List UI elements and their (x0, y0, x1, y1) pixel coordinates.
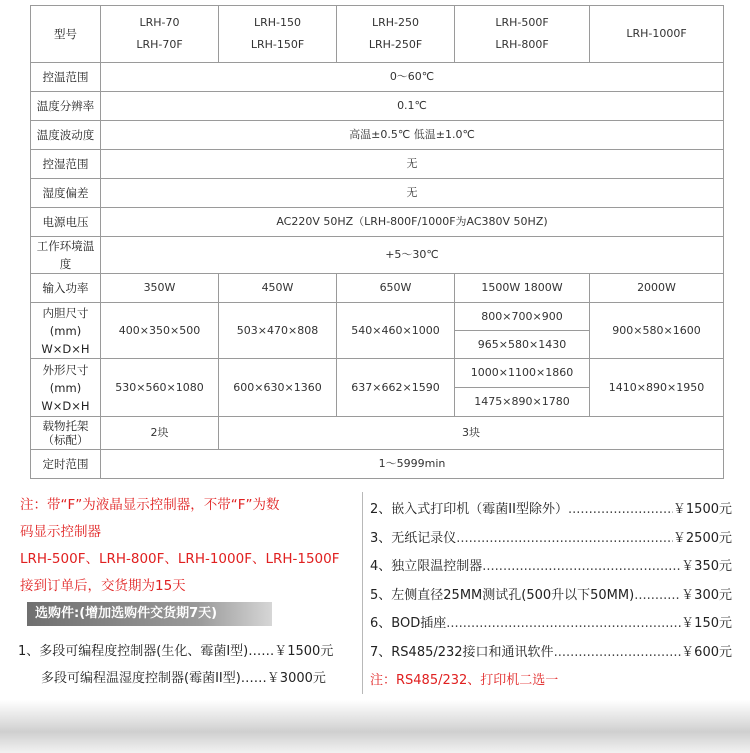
dims-cell: 540×460×1000 (337, 303, 455, 359)
options-left-list (18, 638, 358, 692)
model-header-label: 型号 (31, 6, 101, 63)
model-cell: LRH-250 LRH-250F (337, 6, 455, 63)
row-value: 0～60℃ (101, 63, 724, 92)
dims-cell: 965×580×1430 (455, 331, 590, 359)
dims-cell: 1410×890×1950 (590, 359, 724, 417)
dims-cell: 1475×890×1780 (455, 388, 590, 417)
option-item: 多段可编程温湿度控制器(霉菌II型)……￥3000元 (41, 671, 326, 686)
shelves-cell: 3块 (219, 417, 724, 450)
dims-cell: 637×662×1590 (337, 359, 455, 417)
option-item: 1、多段可编程度控制器(生化、霉菌I型)……￥1500元 (18, 644, 334, 659)
row-value: AC220V 50HZ（LRH-800F/1000F为AC380V 50HZ) (101, 208, 724, 237)
row-value: 高温±0.5℃ 低温±1.0℃ (101, 121, 724, 150)
row-label: 输入功率 (31, 274, 101, 303)
table-row (31, 237, 724, 274)
note-line: 接到订单后，交货期为15天 (20, 578, 186, 594)
spec-table (30, 5, 724, 479)
power-cell: 350W (101, 274, 219, 303)
power-cell: 450W (219, 274, 337, 303)
row-label: 定时范围 (31, 450, 101, 479)
row-value: 无 (101, 179, 724, 208)
power-cell: 650W (337, 274, 455, 303)
table-row (31, 417, 724, 450)
row-value: +5～30℃ (101, 237, 724, 274)
divider (362, 492, 363, 694)
row-value: 1～5999min (101, 450, 724, 479)
table-row (31, 92, 724, 121)
model-cell: LRH-150 LRH-150F (219, 6, 337, 63)
bottom-shadow-band (0, 700, 750, 753)
power-cell: 2000W (590, 274, 724, 303)
dims-cell: 600×630×1360 (219, 359, 337, 417)
table-row (31, 63, 724, 92)
options-right-list (370, 496, 732, 696)
table-row-model (31, 6, 724, 63)
table-row (31, 450, 724, 479)
options-note: 注：RS485/232、打印机二选一 (370, 673, 559, 688)
model-cell: LRH-70 LRH-70F (101, 6, 219, 63)
model-cell: LRH-1000F (590, 6, 724, 63)
row-label: 电源电压 (31, 208, 101, 237)
table-row (31, 274, 724, 303)
note-line: LRH-500F、LRH-800F、LRH-1000F、LRH-1500F (20, 551, 340, 567)
shelves-cell: 2块 (101, 417, 219, 450)
note-line: 码显示控制器 (20, 524, 101, 540)
dims-cell: 900×580×1600 (590, 303, 724, 359)
dims-cell: 800×700×900 (455, 303, 590, 331)
table-row-inner-dims (31, 303, 724, 331)
row-value: 0.1℃ (101, 92, 724, 121)
table-row (31, 208, 724, 237)
dims-cell: 530×560×1080 (101, 359, 219, 417)
row-label: 内胆尺寸 (mm) W×D×H (31, 303, 101, 359)
dims-cell: 400×350×500 (101, 303, 219, 359)
option-item: 7、RS485/232接口和通讯软件 ..... ￥600元 (370, 639, 732, 668)
option-item: 3、无纸记录仪 ..... ￥2500元 (370, 525, 732, 554)
row-label: 温度分辨率 (31, 92, 101, 121)
dims-cell: 1000×1100×1860 (455, 359, 590, 388)
option-item: 5、左侧直径25MM测试孔(500升以下50MM) ..... ￥300元 (370, 582, 732, 611)
row-value: 无 (101, 150, 724, 179)
option-item: 6、BOD插座 ..... ￥150元 (370, 610, 732, 639)
row-label: 载物托架（标配） (31, 417, 101, 450)
options-header: 选购件:(增加选购件交货期7天) (27, 602, 272, 626)
row-label: 控湿范围 (31, 150, 101, 179)
row-label: 温度波动度 (31, 121, 101, 150)
table-row (31, 179, 724, 208)
power-cell: 1500W 1800W (455, 274, 590, 303)
row-label: 工作环境温度 (31, 237, 101, 274)
option-item: 2、嵌入式打印机（霉菌II型除外） ..... ￥1500元 (370, 496, 732, 525)
note-line: 注：带“F”为液晶显示控制器，不带“F”为数 (20, 497, 280, 513)
table-row (31, 121, 724, 150)
option-item: 4、独立限温控制器 ..... ￥350元 (370, 553, 732, 582)
row-label: 外形尺寸 (mm) W×D×H (31, 359, 101, 417)
table-row-outer-dims (31, 359, 724, 388)
model-cell: LRH-500F LRH-800F (455, 6, 590, 63)
row-label: 控温范围 (31, 63, 101, 92)
table-row (31, 150, 724, 179)
row-label: 湿度偏差 (31, 179, 101, 208)
order-notes (20, 492, 365, 600)
dims-cell: 503×470×808 (219, 303, 337, 359)
